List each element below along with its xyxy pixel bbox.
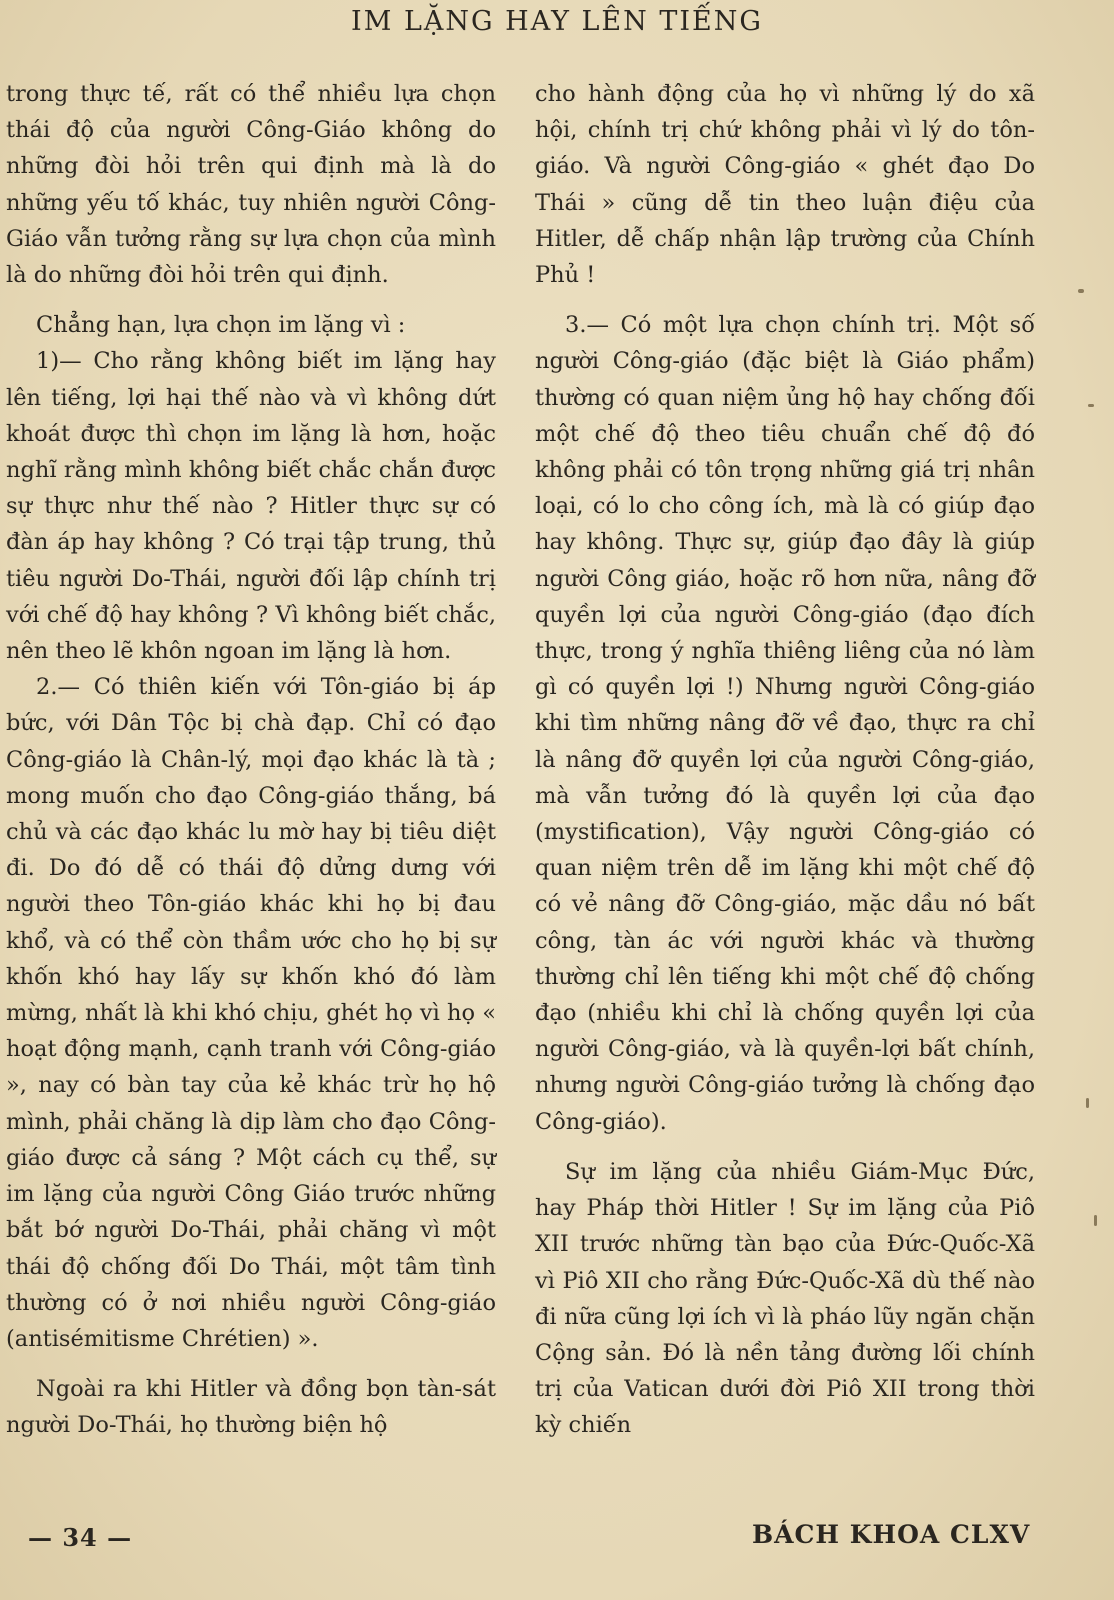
right-column — [535, 76, 1035, 1444]
scan-speck — [1078, 289, 1084, 293]
paragraph: 1)— Cho rằng không biết im lặng hay lên tiếng, lợi hại thế nào và vì không dứt khoát được thì chọn im lặng là hơn, hoặc nghĩ rằng mình không biết chắc chắn được sự thực như thế nào ? Hitler thực sự có đàn áp hay không ? Có trại tập trung, thủ tiêu người Do-Thái, người đối lập chính trị với chế độ hay không ? Vì không biết chắc, nên theo lẽ khôn ngoan im lặng là hơn. — [6, 348, 496, 665]
page-number: — 34 — — [28, 1523, 133, 1552]
paragraph: 3.— Có một lựa chọn chính trị. Một số người Công-giáo (đặc biệt là Giáo phẩm) thường có quan niệm ủng hộ hay chống đối một chế độ theo tiêu chuẩn chế độ đó không phải có tôn trọng những giá trị nhân loại, có lo cho công ích, mà là có giúp đạo hay không. Thực sự, giúp đạo đây là giúp người Công giáo, hoặc rõ hơn nữa, nâng đỡ quyền lợi của người Công-giáo (đạo đích thực, trong ý nghĩa thiêng liêng của nó làm gì có quyền lợi !) Nhưng người Công-giáo khi tìm những nâng đỡ về đạo, thực ra chỉ là nâng đỡ quyền lợi của người Công-giáo, mà vẫn tưởng đó là quyền lợi của đạo (mystification), Vậy người Công-giáo có quan niệm trên dễ im lặng khi một chế độ có vẻ nâng đỡ Công-giáo, mặc dầu nó bất công, tàn ác với người khác và thường thường chỉ lên tiếng khi một chế độ chống đạo (nhiều khi chỉ là chống quyền lợi của người Công-giáo, và là quyền-lợi bất chính, nhưng người Công-giáo tưởng là chống đạo Công-giáo). — [535, 312, 1035, 1135]
paragraph: 2.— Có thiên kiến với Tôn-giáo bị áp bức, với Dân Tộc bị chà đạp. Chỉ có đạo Công-giáo là Chân-lý, mọi đạo khác là tà ; mong muốn cho đạo Công-giáo thắng, bá chủ và các đạo khác lu mờ hay bị tiêu diệt đi. Do đó dễ có thái độ dửng dưng với người theo Tôn-giáo khác khi họ bị đau khổ, và có thể còn thầm ước cho họ bị sự khốn khó hay lấy sự khốn khó đó làm mừng, nhất là khi khó chịu, ghét họ vì họ « hoạt động mạnh, cạnh tranh với Công-giáo », nay có bàn tay của kẻ khác trừ họ hộ mình, phải chăng là dịp làm cho đạo Công-giáo được cả sáng ? Một cách cụ thể, sự im lặng của người Công Giáo trước những bắt bớ người Do-Thái, phải chăng vì một thái độ chống đối Do Thái, một tâm tình thường có ở nơi nhiều người Công-giáo (antisémitisme Chrétien) ». — [6, 674, 496, 1352]
scan-speck — [1088, 404, 1094, 407]
journal-name: BÁCH KHOA CLXV — [752, 1520, 1031, 1549]
paragraph: cho hành động của họ vì những lý do xã hội, chính trị chứ không phải vì lý do tôn-giáo. Và người Công-giáo « ghét đạo Do Thái » cũng dễ tin theo luận điệu của Hitler, dễ chấp nhận lập trường của Chính Phủ ! — [535, 81, 1035, 289]
paragraph: trong thực tế, rất có thể nhiều lựa chọn thái độ của người Công-Giáo không do những đòi hỏi trên qui định mà là do những yếu tố khác, tuy nhiên người Công-Giáo vẫn tưởng rằng sự lựa chọn của mình là do những đòi hỏi trên qui định. — [6, 81, 496, 289]
paragraph: Chẳng hạn, lựa chọn im lặng vì : — [36, 312, 406, 339]
scan-speck — [1086, 1098, 1089, 1108]
left-column — [6, 76, 496, 1444]
running-head: IM LẶNG HAY LÊN TIẾNG — [351, 6, 763, 37]
paragraph: Sự im lặng của nhiều Giám-Mục Đức, hay Pháp thời Hitler ! Sự im lặng của Piô XII trước những tàn bạo của Đức-Quốc-Xã vì Piô XII cho rằng Đức-Quốc-Xã dù thế nào đi nữa cũng lợi ích vì là pháo lũy ngăn chặn Cộng sản. Đó là nền tảng đường lối chính trị của Vatican dưới đời Piô XII trong thời kỳ chiến — [535, 1158, 1035, 1439]
scan-speck — [1094, 1215, 1097, 1226]
paragraph: Ngoài ra khi Hitler và đồng bọn tàn-sát người Do-Thái, họ thường biện hộ — [6, 1376, 496, 1439]
